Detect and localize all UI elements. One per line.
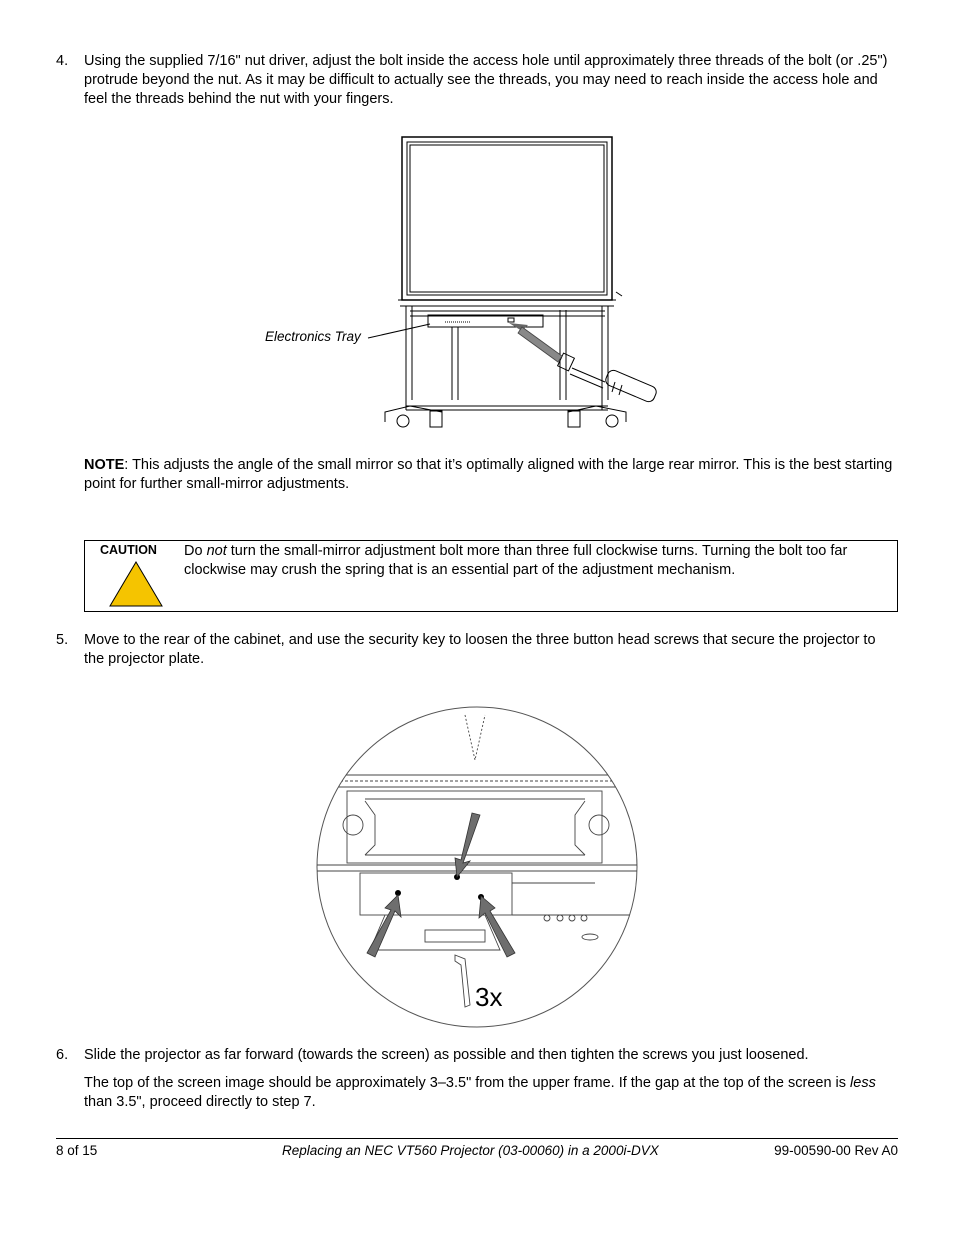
footer-doc-title: Replacing an NEC VT560 Projector (03-00060) in a 2000i-DVX (282, 1143, 659, 1158)
note-label: NOTE (84, 457, 125, 473)
step-6-text: Slide the projector as far forward (towards the screen) as possible and then tighten the screws you just loosened. (84, 1047, 809, 1063)
step-6-number: 6. (56, 1047, 69, 1063)
step-5-text: Move to the rear of the cabinet, and use the security key to loosen the three button head screws that secure the projector to the projector plate. (84, 632, 876, 667)
caution-label: CAUTION (100, 543, 157, 557)
step-6-followup: The top of the screen image should be approximately 3–3.5" from the upper frame. If the gap at the top of the screen is less than 3.5", proceed directly to step 7. (84, 1075, 876, 1110)
cabinet-figure (260, 130, 680, 440)
note-text: : This adjusts the angle of the small mirror so that it’s optimally aligned with the large rear mirror. This is the best starting point for further small-mirror adjustments. (84, 457, 893, 492)
screw-count-label: 3x (475, 982, 503, 1012)
step-4-text: Using the supplied 7/16" nut driver, adjust the bolt inside the access hole until approximately three threads of the bolt (or .25") protrude beyond the nut. As it may be difficult to actually see the threads, you may need to reach inside the access hole and feel the threads behind the nut with your fingers. (84, 53, 888, 107)
footer-page-number: 8 of 15 (56, 1143, 98, 1158)
caution-emphasis: not (206, 543, 227, 559)
footer-rule (56, 1138, 898, 1139)
caution-text: Do not turn the small-mirror adjustment bolt more than three full clockwise turns. Turning the bolt too far clockwise may crush the spring that is an essential part of the adjustment mechanism. (184, 543, 848, 578)
note-paragraph (84, 456, 898, 494)
step-6-emphasis: less (850, 1075, 876, 1091)
step-5-number: 5. (56, 632, 69, 648)
cabinet-illustration (260, 130, 680, 440)
warning-triangle-icon (108, 560, 164, 608)
footer-doc-id: 99-00590-00 Rev A0 (774, 1143, 898, 1158)
step-4-number: 4. (56, 53, 69, 69)
electronics-tray-label: Electronics Tray (265, 329, 361, 344)
